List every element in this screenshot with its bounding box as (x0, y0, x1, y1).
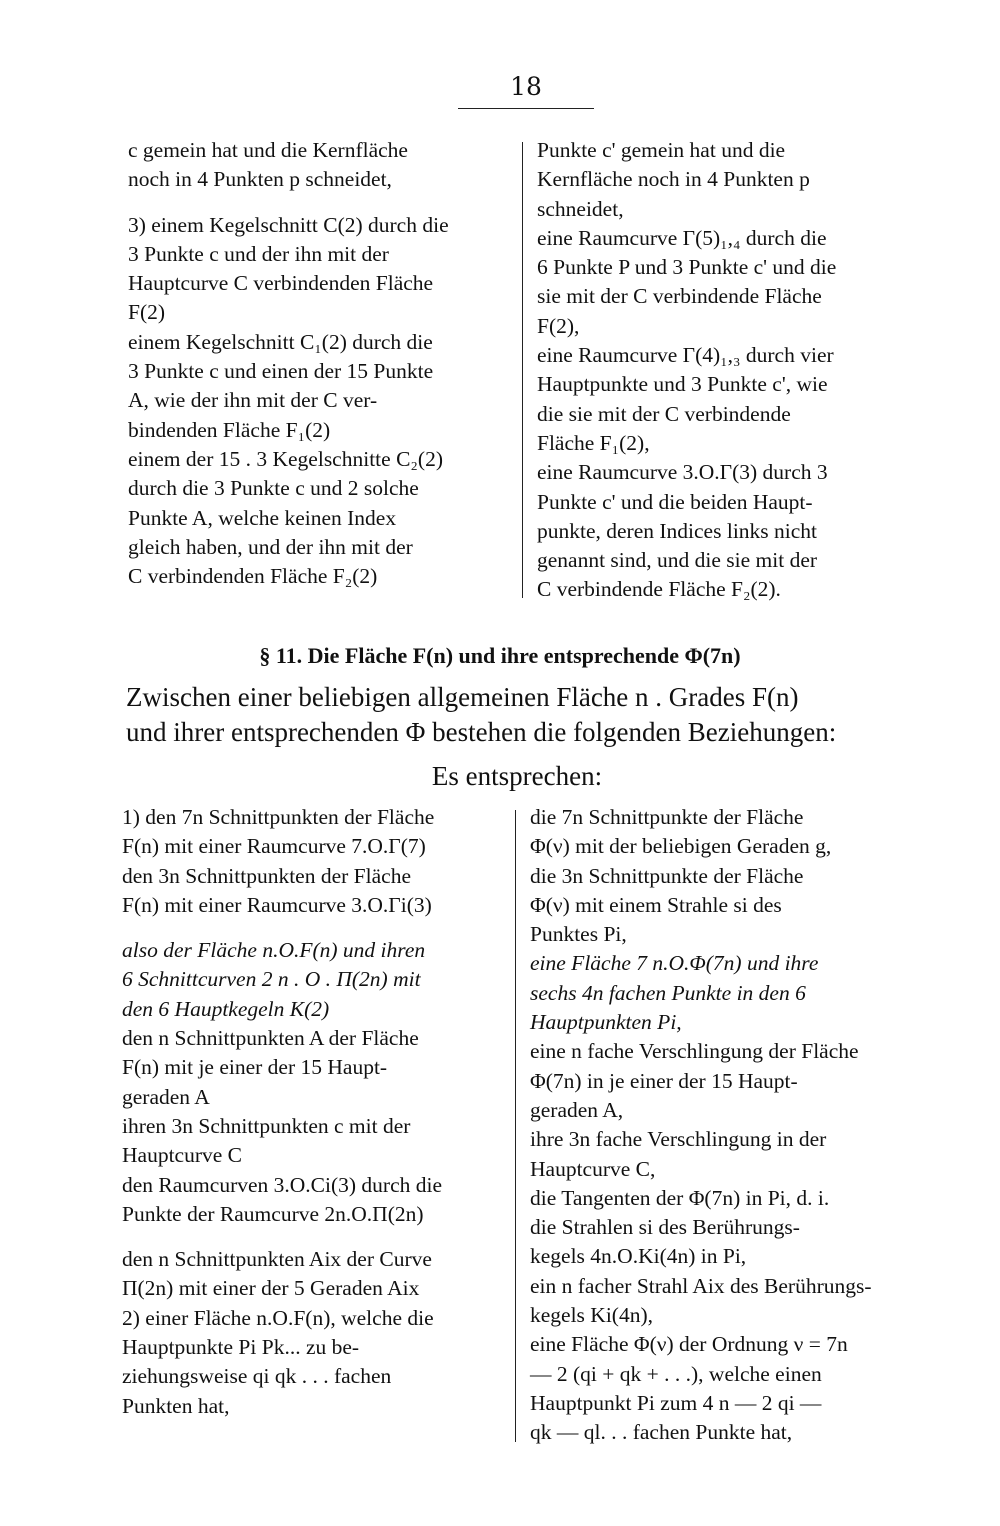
text-line: die 7n Schnittpunkte der Fläche (530, 805, 804, 829)
text-line: geraden A, (530, 1097, 624, 1122)
text-line: Punkten hat, (122, 1393, 230, 1418)
top-left-column (128, 136, 506, 591)
text-line: ein n facher Strahl Aix des Berührungs- (530, 1273, 872, 1298)
text-line: also der Fläche n.O.F(n) und ihren (122, 938, 426, 963)
text-line: F(n) mit einer Raumcurve 3.O.Γi(3) (122, 892, 432, 917)
text-line: 3) einem Kegelschnitt C(2) durch die (128, 212, 449, 237)
text-line: Punkte c' und die beiden Haupt- (537, 489, 813, 514)
text-line: Hauptcurve C (122, 1143, 243, 1168)
text-line: ihre 3n fache Verschlingung in der (530, 1127, 827, 1152)
text-line: einem der 15 . 3 Kegelschnitte C₂(2) (128, 446, 443, 471)
text-line: gleich haben, und der ihn mit der (128, 534, 413, 559)
text-line: kegels Ki(4n), (530, 1303, 653, 1328)
bottom-left-column (122, 803, 502, 1421)
text-line: 1) den 7n Schnittpunkten der Fläche (122, 805, 435, 829)
line-gap (122, 920, 502, 936)
text-line: F(2), (537, 313, 580, 338)
text-line: Punktes Pi, (530, 922, 627, 947)
text-line: 6 Schnittcurven 2 n . O . Π(2n) mit (122, 967, 421, 992)
text-line: den 6 Hauptkegeln K(2) (122, 996, 330, 1021)
text-line: ziehungsweise qi qk . . . fachen (122, 1364, 392, 1389)
top-right-column (537, 136, 909, 605)
text-line: eine Raumcurve 3.O.Γ(3) durch 3 (537, 460, 828, 485)
page-number-rule (458, 108, 594, 109)
text-line: sie mit der C verbindende Fläche (537, 284, 822, 309)
text-line: durch die 3 Punkte c und 2 solche (128, 476, 419, 501)
text-line: die Strahlen si des Berührungs- (530, 1215, 800, 1240)
text-line: die sie mit der C verbindende (537, 401, 791, 426)
text-line: 6 Punkte P und 3 Punkte c' und die (537, 255, 837, 280)
text-line: noch in 4 Punkten p schneidet, (128, 167, 392, 192)
text-line: ihren 3n Schnittpunkten c mit der (122, 1113, 411, 1138)
text-line: eine Fläche Φ(ν) der Ordnung ν = 7n (530, 1332, 848, 1357)
text-line: Kernfläche noch in 4 Punkten p (537, 167, 810, 192)
text-line: Hauptpunkte und 3 Punkte c', wie (537, 372, 828, 397)
text-line: Φ(7n) in je einer der 15 Haupt- (530, 1068, 798, 1093)
text-line: punkte, deren Indices links nicht (537, 518, 818, 543)
text-line: den Raumcurven 3.O.Ci(3) durch die (122, 1172, 443, 1197)
text-line: geraden A (122, 1084, 210, 1109)
bottom-column-divider (515, 810, 516, 1442)
text-line: eine n fache Verschlingung der Fläche (530, 1039, 859, 1064)
text-line: qk — ql. . . fachen Punkte hat, (530, 1420, 793, 1445)
text-line: Punkte c' gemein hat und die (537, 138, 786, 162)
text-line: Φ(ν) mit der beliebigen Geraden g, (530, 834, 832, 859)
text-line: Π(2n) mit einer der 5 Geraden Aix (122, 1276, 420, 1301)
line-gap (122, 1229, 502, 1245)
text-line: Hauptpunkten Pi, (530, 1010, 682, 1035)
page-number: 18 (510, 72, 542, 101)
text-line: den 3n Schnittpunkten der Fläche (122, 863, 411, 888)
text-line: — 2 (qi + qk + . . .), welche einen (530, 1361, 822, 1386)
bottom-right-column (530, 803, 908, 1448)
text-line: die 3n Schnittpunkte der Fläche (530, 863, 804, 888)
text-line: genannt sind, und die sie mit der (537, 548, 818, 573)
text-line: F(n) mit je einer der 15 Haupt- (122, 1055, 388, 1080)
text-line: schneidet, (537, 196, 624, 221)
text-line: sechs 4n fachen Punkte in den 6 (530, 980, 806, 1005)
intro-line-3: Es entsprechen: (431, 761, 603, 791)
text-line: 3 Punkte c und der ihn mit der (128, 241, 389, 266)
text-line: Punkte der Raumcurve 2n.O.Π(2n) (122, 1201, 424, 1226)
text-line: bindenden Fläche F₁(2) (128, 417, 331, 442)
text-line: Hauptpunkt Pi zum 4 n — 2 qi — (530, 1390, 822, 1415)
line-gap (128, 195, 506, 211)
text-line: einem Kegelschnitt C₁(2) durch die (128, 329, 433, 354)
section-heading: § 11. Die Fläche F(n) und ihre entsprechende Φ(7n) (259, 643, 741, 668)
text-line: Hauptcurve C, (530, 1156, 656, 1181)
text-line: kegels 4n.O.Ki(4n) in Pi, (530, 1244, 747, 1269)
text-line: F(2) (128, 300, 166, 325)
text-line: Hauptcurve C verbindenden Fläche (128, 271, 434, 296)
text-line: c gemein hat und die Kernfläche (128, 138, 408, 162)
text-line: eine Raumcurve Γ(5)₁,₄ durch die (537, 225, 827, 250)
text-line: eine Fläche 7 n.O.Φ(7n) und ihre (530, 951, 819, 976)
text-line: 3 Punkte c und einen der 15 Punkte (128, 359, 434, 384)
text-line: Φ(ν) mit einem Strahle si des (530, 892, 782, 917)
intro-line-1: Zwischen einer beliebigen allgemeinen Fläche n . Grades F(n) (126, 682, 799, 712)
text-line: den n Schnittpunkten Aix der Curve (122, 1247, 432, 1272)
text-line: den n Schnittpunkten A der Fläche (122, 1026, 419, 1051)
text-line: die Tangenten der Φ(7n) in Pi, d. i. (530, 1185, 830, 1210)
intro-text (126, 680, 908, 794)
text-line: Hauptpunkte Pi Pk... zu be- (122, 1335, 360, 1360)
intro-line-2: und ihrer entsprechenden Φ bestehen die folgenden Beziehungen: (126, 717, 837, 747)
text-line: A, wie der ihn mit der C ver- (128, 388, 378, 413)
text-line: Fläche F₁(2), (537, 430, 650, 455)
text-line: 2) einer Fläche n.O.F(n), welche die (122, 1305, 434, 1330)
top-column-divider (522, 142, 523, 598)
text-line: eine Raumcurve Γ(4)₁,₃ durch vier (537, 343, 834, 368)
text-line: F(n) mit einer Raumcurve 7.O.Γ(7) (122, 834, 426, 859)
text-line: C verbindende Fläche F₂(2). (537, 577, 781, 602)
text-line: C verbindenden Fläche F₂(2) (128, 564, 378, 589)
text-line: Punkte A, welche keinen Index (128, 505, 397, 530)
